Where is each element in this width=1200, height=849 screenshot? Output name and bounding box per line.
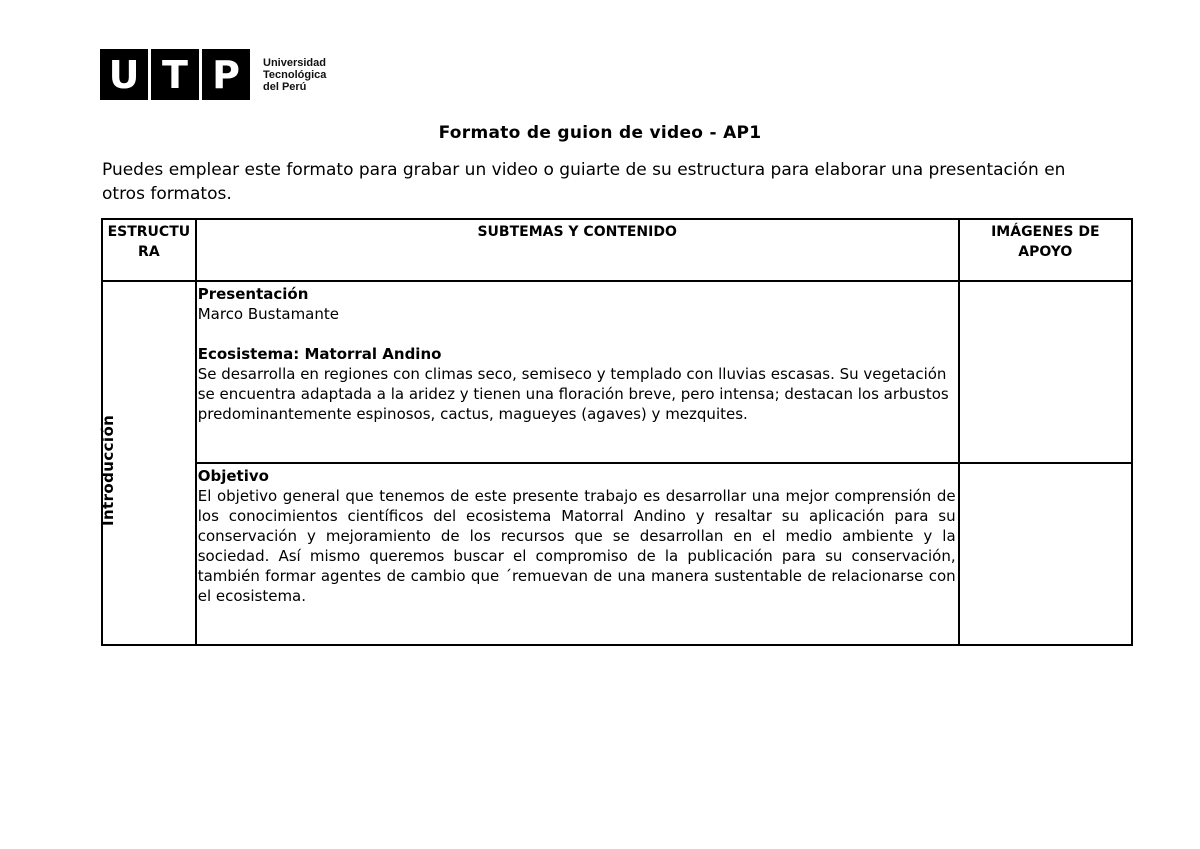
ecosystem-title: Ecosistema: Matorral Andino bbox=[197, 345, 442, 363]
logo-letter-t: T bbox=[151, 49, 199, 100]
header-images: IMÁGENES DE APOYO bbox=[959, 219, 1132, 281]
structure-cell bbox=[99, 281, 196, 645]
section-label: Introducción bbox=[99, 414, 117, 526]
table-row bbox=[102, 281, 1132, 463]
script-table bbox=[101, 218, 1133, 646]
images-cell-2 bbox=[959, 463, 1132, 645]
logo-text-line-2: Tecnológica bbox=[263, 68, 327, 81]
header-structure-label: ESTRUCTURA bbox=[107, 224, 191, 260]
logo-letter-u: U bbox=[100, 49, 148, 100]
spacer bbox=[198, 324, 956, 344]
objective-title: Objetivo bbox=[197, 467, 269, 485]
objective-text: El objetivo general que tenemos de este presente trabajo es desarrollar una mejor comprensión de los conocimientos científicos del ecosistema Matorral Andino y resaltar su aplicación para su conservación y mejoramiento de los recursos que se desarrollan en el medio ambiente y la sociedad. Así mismo queremos buscar el compromiso de la publicación para su conservación, también formar agentes de cambio que ´remuevan de una manera sustentable de relacionarse con el ecosistema. bbox=[197, 487, 956, 605]
ecosystem-text: Se desarrolla en regiones con climas seco, semiseco y templado con lluvias escasas. Su vegetación se encuentra adaptada a la aridez y tienen una floración breve, pero intensa; destacan los arbustos predominantemente espinosos, cactus, magueyes (agaves) y mezquites. bbox=[197, 365, 949, 423]
presentation-title: Presentación bbox=[197, 285, 309, 303]
presentation-text: Marco Bustamante bbox=[197, 305, 339, 323]
logo-text-line-3: del Perú bbox=[263, 80, 307, 93]
content-cell-objective bbox=[196, 463, 959, 645]
document-title: Formato de guion de video - AP1 bbox=[438, 123, 762, 143]
table-header-row bbox=[102, 219, 1132, 281]
logo-text bbox=[263, 57, 326, 93]
intro-paragraph: Puedes emplear este formato para grabar un video o guiarte de su estructura para elaborar una presentación en otros formatos. bbox=[102, 160, 1066, 204]
logo-letter-p: P bbox=[202, 49, 250, 100]
header-structure bbox=[102, 219, 196, 281]
header-content: SUBTEMAS Y CONTENIDO bbox=[196, 219, 959, 281]
table-row bbox=[102, 463, 1132, 645]
images-cell-1 bbox=[959, 281, 1132, 463]
utp-logo bbox=[100, 49, 326, 100]
logo-text-line-1: Universidad bbox=[263, 56, 326, 69]
content-cell-presentation bbox=[196, 281, 959, 463]
